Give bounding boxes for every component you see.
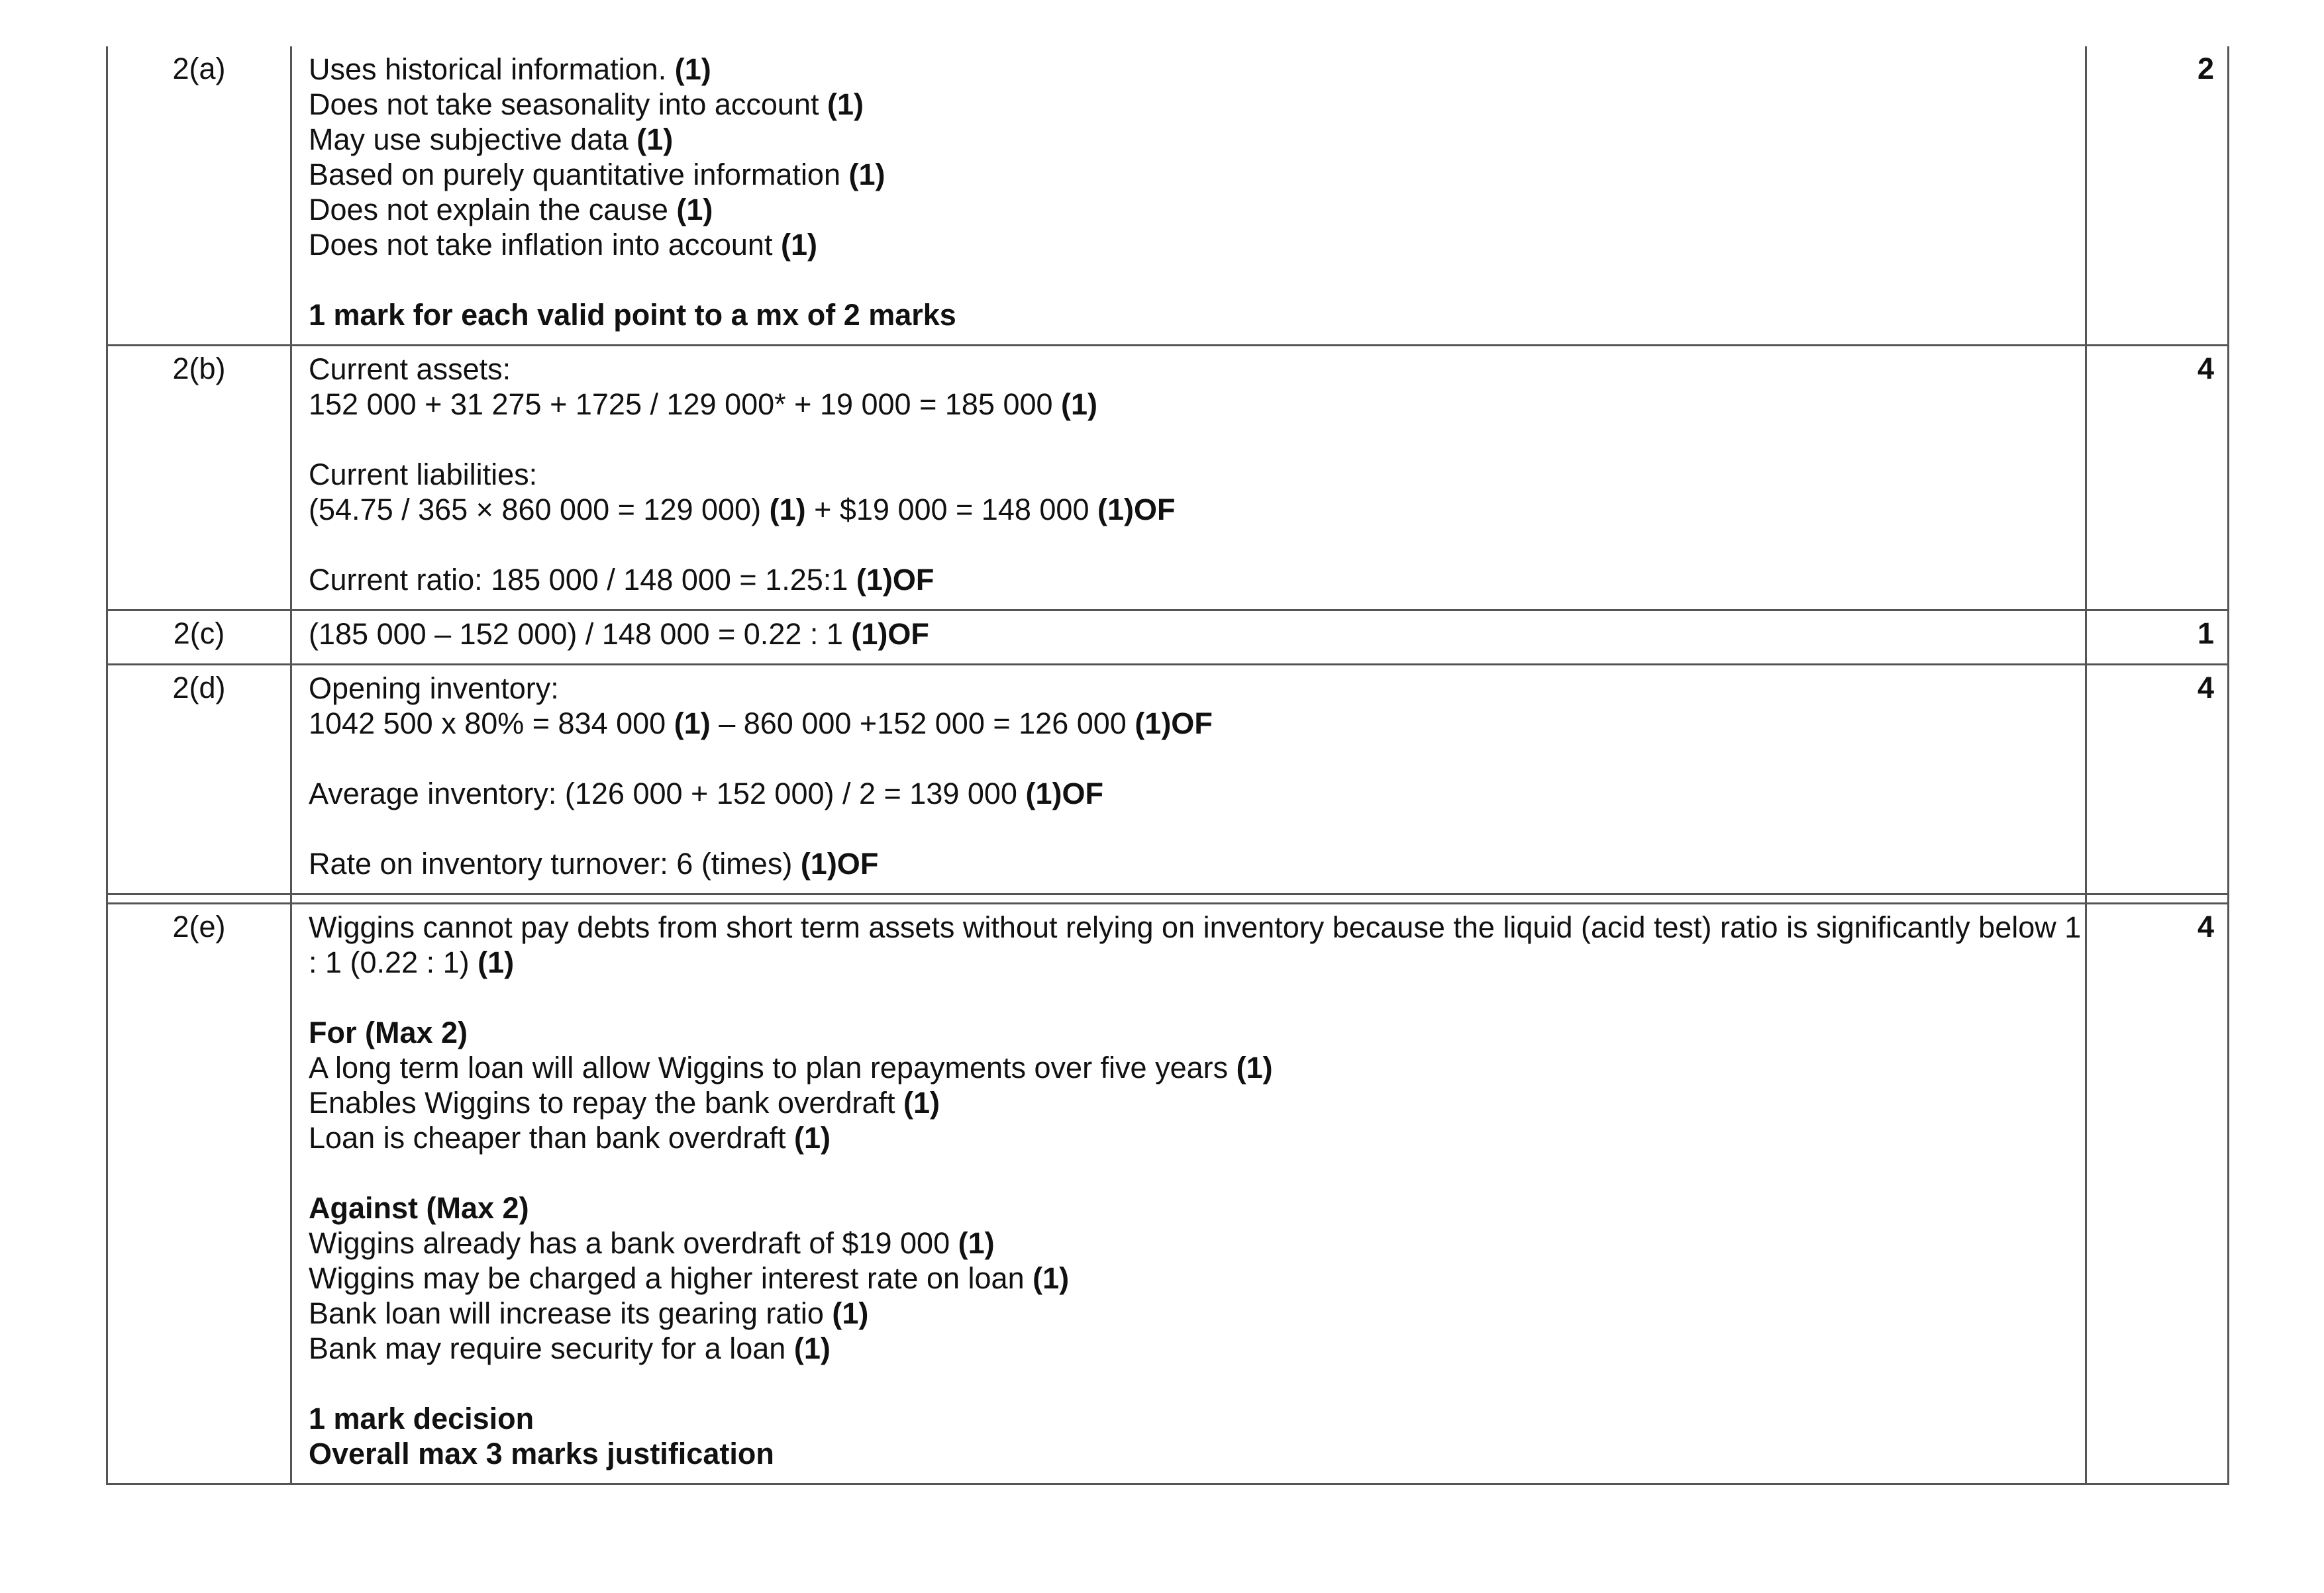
answer-cell <box>292 904 2085 1483</box>
line-gap <box>309 1155 2085 1190</box>
answer-text: – 860 000 +152 000 = 126 000 <box>710 706 1135 740</box>
answer-text: Uses historical information. <box>309 52 675 86</box>
line-gap <box>309 422 2085 457</box>
mark-label: Against (Max 2) <box>309 1191 529 1225</box>
answer-text: Rate on inventory turnover: 6 (times) <box>309 847 801 881</box>
mark-label: For (Max 2) <box>309 1016 468 1049</box>
answer-text: Wiggins cannot pay debts from short term assets without relying on inventory because the liquid (acid test) ratio is significantly below 1 : 1 (0.22 : 1) <box>309 910 2082 979</box>
answer-text: (185 000 – 152 000) / 148 000 = 0.22 : 1 <box>309 617 852 651</box>
mark-label: (1) <box>674 706 711 740</box>
mark-label: (1) <box>1236 1051 1273 1085</box>
question-number: 2(d) <box>108 665 292 893</box>
answer-text: A long term loan will allow Wiggins to plan repayments over five years <box>309 1051 1237 1085</box>
mark-label: (1)OF <box>1097 493 1176 526</box>
mark-label: (1) <box>636 122 674 156</box>
answer-line <box>309 352 2085 387</box>
answer-line <box>309 846 2085 881</box>
answer-line <box>309 387 2085 422</box>
answer-text: Enables Wiggins to repay the bank overdraft <box>309 1086 904 1120</box>
answer-line <box>309 492 2085 527</box>
mark-label: (1) <box>793 1331 831 1365</box>
double-rule-separator <box>106 895 2229 904</box>
line-gap <box>309 262 2085 297</box>
marks-value: 1 <box>2085 611 2227 663</box>
answer-line <box>309 706 2085 741</box>
question-number: 2(e) <box>108 904 292 1483</box>
answer-cell <box>292 665 2085 893</box>
answer-line <box>309 457 2085 492</box>
answer-line <box>309 1401 2085 1436</box>
line-gap <box>309 1366 2085 1401</box>
answer-text: (54.75 / 365 × 860 000 = 129 000) <box>309 493 770 526</box>
question-number: 2(c) <box>108 611 292 663</box>
answer-line <box>309 122 2085 157</box>
answer-text: 1042 500 x 80% = 834 000 <box>309 706 674 740</box>
answer-line <box>309 1190 2085 1226</box>
answer-text: Average inventory: (126 000 + 152 000) / 2 = 139 000 <box>309 777 1026 810</box>
table-row <box>106 904 2229 1485</box>
mark-label: (1) <box>848 158 885 191</box>
answer-text: 152 000 + 31 275 + 1725 / 129 000* + 19 000 = 185 000 <box>309 387 1062 421</box>
marks-value: 4 <box>2085 904 2227 1483</box>
answer-text: May use subjective data <box>309 122 637 156</box>
line-gap <box>309 741 2085 776</box>
mark-label: 1 mark for each valid point to a mx of 2 marks <box>309 298 956 332</box>
answer-line <box>309 297 2085 332</box>
table-row <box>106 346 2229 611</box>
mark-label: (1) <box>827 87 864 121</box>
mark-label: (1) <box>676 193 713 226</box>
answer-line <box>309 1120 2085 1155</box>
answer-cell <box>292 346 2085 609</box>
answer-line <box>309 1050 2085 1085</box>
marks-value: 4 <box>2085 346 2227 609</box>
answer-text: Does not take inflation into account <box>309 228 781 262</box>
answer-text: Current liabilities: <box>309 458 538 491</box>
mark-scheme-table <box>106 46 2229 1485</box>
mark-label: Overall max 3 marks justification <box>309 1437 774 1471</box>
answer-text: Wiggins already has a bank overdraft of $19 000 <box>309 1226 958 1260</box>
mark-label: 1 mark decision <box>309 1402 534 1435</box>
answer-line <box>309 1015 2085 1050</box>
answer-cell <box>292 46 2085 344</box>
answer-line <box>309 776 2085 811</box>
answer-text: Based on purely quantitative information <box>309 158 849 191</box>
answer-line <box>309 1331 2085 1366</box>
mark-label: (1)OF <box>856 563 935 597</box>
answer-line <box>309 192 2085 227</box>
mark-label: (1) <box>903 1086 940 1120</box>
answer-text: Current ratio: 185 000 / 148 000 = 1.25:1 <box>309 563 856 597</box>
question-number: 2(a) <box>108 46 292 344</box>
answer-text: Wiggins may be charged a higher interest rate on loan <box>309 1261 1033 1295</box>
answer-cell <box>292 611 2085 663</box>
mark-label: (1) <box>769 493 806 526</box>
answer-line <box>309 1226 2085 1261</box>
mark-label: (1) <box>832 1296 869 1330</box>
line-gap <box>309 527 2085 562</box>
answer-text: + $19 000 = 148 000 <box>805 493 1097 526</box>
line-gap <box>309 811 2085 846</box>
answer-line <box>309 227 2085 262</box>
answer-line <box>309 1085 2085 1120</box>
mark-label: (1) <box>794 1121 831 1155</box>
table-row <box>106 46 2229 346</box>
answer-line <box>309 562 2085 597</box>
mark-label: (1) <box>674 52 711 86</box>
answer-line <box>309 910 2085 980</box>
mark-label: (1) <box>478 945 515 979</box>
mark-label: (1) <box>958 1226 995 1260</box>
mark-label: (1) <box>780 228 817 262</box>
answer-text: Does not explain the cause <box>309 193 677 226</box>
answer-line <box>309 1296 2085 1331</box>
answer-line <box>309 52 2085 87</box>
table-row <box>106 611 2229 665</box>
answer-line <box>309 616 2085 652</box>
mark-label: (1)OF <box>800 847 879 881</box>
answer-line <box>309 1436 2085 1471</box>
mark-label: (1)OF <box>851 617 929 651</box>
answer-line <box>309 87 2085 122</box>
answer-line <box>309 1261 2085 1296</box>
answer-line <box>309 157 2085 192</box>
table-row <box>106 665 2229 895</box>
answer-text: Does not take seasonality into account <box>309 87 827 121</box>
mark-label: (1)OF <box>1135 706 1213 740</box>
answer-line <box>309 671 2085 706</box>
marks-value: 2 <box>2085 46 2227 344</box>
line-gap <box>309 980 2085 1015</box>
answer-text: Loan is cheaper than bank overdraft <box>309 1121 794 1155</box>
answer-text: Current assets: <box>309 352 511 386</box>
mark-label: (1) <box>1033 1261 1070 1295</box>
answer-text: Opening inventory: <box>309 671 559 705</box>
marks-value: 4 <box>2085 665 2227 893</box>
mark-label: (1) <box>1061 387 1098 421</box>
mark-label: (1)OF <box>1025 777 1103 810</box>
answer-text: Bank may require security for a loan <box>309 1331 794 1365</box>
answer-text: Bank loan will increase its gearing ratio <box>309 1296 833 1330</box>
question-number: 2(b) <box>108 346 292 609</box>
